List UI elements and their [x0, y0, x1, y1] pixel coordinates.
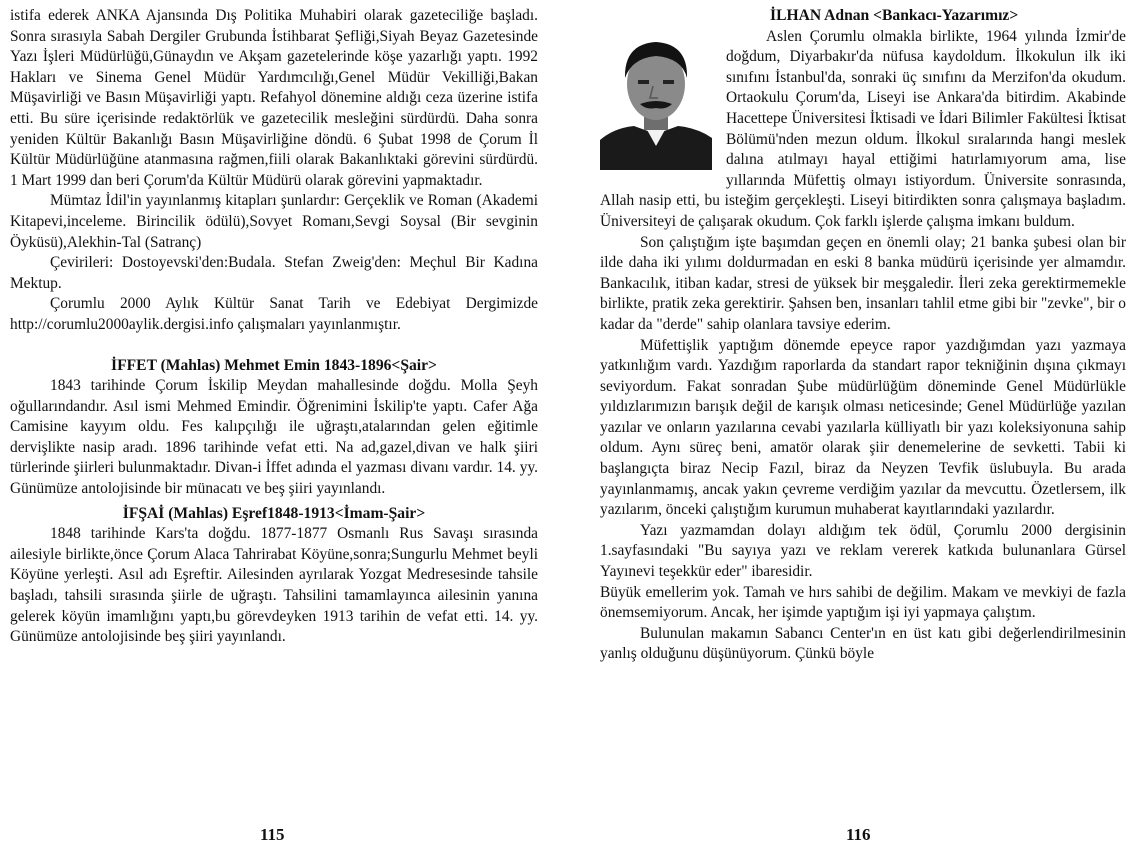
author-paragraph-1: Aslen Çorumlu olmakla birlikte, 1964 yılında İzmir'de doğdum, Diyarbakır'da nüfusa kaydoldum. İlkokulun ilk iki sınıfını İstanbul'da, sonraki üç sınıfını da Merzifon'da okudum. Ortaokulu Çorum'da, Liseyi ise Ankara'da bitirdim. Akabinde Hacettepe Üniversitesi İktisadi ve İdari Bilimler Fakültesi İktisat Bölümü'nden mezun oldum. İlkokul sıralarında hangi meslek dalına atılmayı hayal ettiğimi hatırlamıyorum ama, lise yıllarında Müfettiş olmayı istiyordum. Üniversite sonrasında, Allah nasip etti, bu isteğim gerçekleşti. Liseyi bitirdikten sonra çalışmaya başladım. Üniversiteyi de çalışarak okudum. Çok farklı işlerde çalışma imkanı buldum. — [600, 27, 1126, 230]
intro-paragraph-3: Çevirileri: Dostoyevski'den:Budala. Stefan Zweig'den: Meçhul Bir Kadına Mektup. — [10, 254, 538, 292]
author-paragraph-6: Bulunulan makamın Sabancı Center'ın en üst katı gibi değerlendirilmesinin yanlış olduğunu düşünüyorum. Çünkü böyle — [600, 624, 1126, 663]
author-paragraph-3: Müfettişlik yaptığım dönemde epeyce rapor yazdığımdan yazı yazmaya yatkınlığım vardı. Yazdığım raporlarda da standart rapor tekniğinin dışına çıkmayı seviyordum. Fakat sonradan Şube müdürlüğüm döneminde Genel Müdürlükle yıldızlarımızın barışık değil de karışık olması neticesinde; Genel Müdürlüğe yazılan yazılar ve onların yazılarına cevabi yazılarla külliyatlı bir yazı koleksiyonuna sahip oldum. Aynı süreç beni, amatör olarak şiir denemelerine de sevketti. Tabii ki başlangıçta biraz Necip Fazıl, biraz da Neyzen Tevfik üslubuyla. Bu arada yayınlanmamış, ancak yakın çevreme verdiğim yazılar da mevcuttu. Özetlersem, ilk yazılarım, önceki çalıştığım kurumun muhaberat kayıtlarındaki yazılardır. — [600, 336, 1126, 519]
intro-paragraph-2: Mümtaz İdil'in yayınlanmış kitapları şunlardır: Gerçeklik ve Roman (Akademi Kitapevi,inceleme. Birincilik ödülü),Sovyet Romanı,Sevgi Soysal (Bir sevginin Öyküsü),Alekhin-Tal (Satranç) — [10, 192, 538, 251]
left-page — [10, 6, 538, 847]
page-number-right: 116 — [846, 825, 871, 844]
author-paragraph-4: Yazı yazmamdan dolayı aldığım tek ödül, Çorumlu 2000 dergisinin 1.sayfasındaki "Bu sayıya yazı ve reklam vererek katkıda bulunanlara Gürsel Yayınevi teşekkür eder" ibaresidir. — [600, 521, 1126, 581]
entry-text-iffet: 1843 tarihinde Çorum İskilip Meydan mahallesinde doğdu. Molla Şeyh oğullarındandır. Asıl ismi Mehmed Emindir. Öğrenimini İskilip'te yaptı. Cafer Ağa Camisine kayyım oldu. Fes kalıpçılığı ile uğraştı,atalarından gelen eğitimle dervişlikte nasip aradı. 1896 tarihinde vefat etti. Na ad,gazel,divan ve halk şiiri türlerinde şiirleri bulunmaktadır. Divan-i İffet adında el yazması divanı vardır. 14. yy. Günümüze antolojisinde bir münacatı ve beş şiiri yayınlandı. — [10, 377, 538, 498]
author-paragraph-5: Büyük emellerim yok. Tamah ve hırs sahibi de değilim. Makam ve mevkiyi de fazla önemsemiyorum. Ancak, her işimde yaptığım işi iyi yapmaya çalıştım. — [600, 583, 1126, 622]
author-portrait-photo — [600, 28, 712, 170]
page-number-left: 115 — [260, 825, 285, 844]
right-page — [600, 6, 1126, 847]
entry-heading-ilhan: İLHAN Adnan <Bankacı-Yazarımız> — [770, 7, 1019, 24]
intro-paragraph-4: Çorumlu 2000 Aylık Kültür Sanat Tarih ve Edebiyat Dergimizde http://corumlu2000aylik.dergisi.info çalışmaları yayınlanmıştır. — [10, 295, 538, 333]
entry-heading-ifsai: İFŞAİ (Mahlas) Eşref1848-1913<İmam-Şair> — [122, 504, 426, 522]
author-paragraph-2: Son çalıştığım işte başımdan geçen en önemli olay; 21 banka şubesi olan bir ilde daha iki yılımı doldurmadan en eski 8 banka müdürü içerisinde yer almamdır. Bankacılık, itiban kadar, stresi de yüksek bir meşgaledir. İleri zeka gerektirmemekle birlikte, pratik zeka gerektirir. Şahsen ben, insanları tahlil etme gibi bir "zevke", bir o kadar da "derde" sahip olanlara tavsiye ederim. — [600, 233, 1126, 333]
entry-text-ifsai: 1848 tarihinde Kars'ta doğdu. 1877-1877 Osmanlı Rus Savaşı sırasında ailesiyle birlikte,önce Çorum Alaca Tahrirabat Köyüne,sonra;Sungurlu Mehmet beyli Köyüne yerleşti. Asıl adı Eşreftir. Ailesinden ayrılarak Yozgat Medresesinde tahsile başladı, tahsili sırasında şiirle de uğraştı. Tahsilini tamamlayınca ailesinin yanına gelerek köyün imamlığını yaptı,bu görevdeyken 1913 tarihin de vefat etti. 14. yy. Günümüze antolojisinde beş şiiri yayınlandı. — [10, 525, 538, 646]
entry-heading-iffet: İFFET (Mahlas) Mehmet Emin 1843-1896<Şair> — [111, 356, 437, 374]
intro-paragraph-1: istifa ederek ANKA Ajansında Dış Politika Muhabiri olarak gazeteciliğe başladı. Sonra sırasıyla Sabah Dergiler Grubunda İstihbarat Şefliği,Siyah Beyaz Gazetesinde Yazı İşleri Müdürlüğü,Günaydın ve Akşam gazetelerinde köşe yazarlığı yaptı. 1992 Hakları ve Sinema Genel Müdür Yardımcılığı,Genel Müdür Vekilliği,Bakan Müşavirliği ve Basın Müşavirliği yaptı. Refahyol dönemine aldığı ceza üzerine istifa etti. Bu süre içerisinde redaktörlük ve gazetecilik mesleğini sürdürdü. Daha sonra yeniden Kültür Bakanlığı Basın Müşavirliğine döndü. 6 Şubat 1998 de Çorum İl Kültür Müdürlüğüne atanmasına rağmen,fiili olarak Bakanlıktaki görevini sürdürdü. 1 Mart 1999 dan beri Çorum'da Kültür Müdürü olarak görevini yapmaktadır. — [10, 7, 538, 189]
spacer — [10, 336, 538, 356]
